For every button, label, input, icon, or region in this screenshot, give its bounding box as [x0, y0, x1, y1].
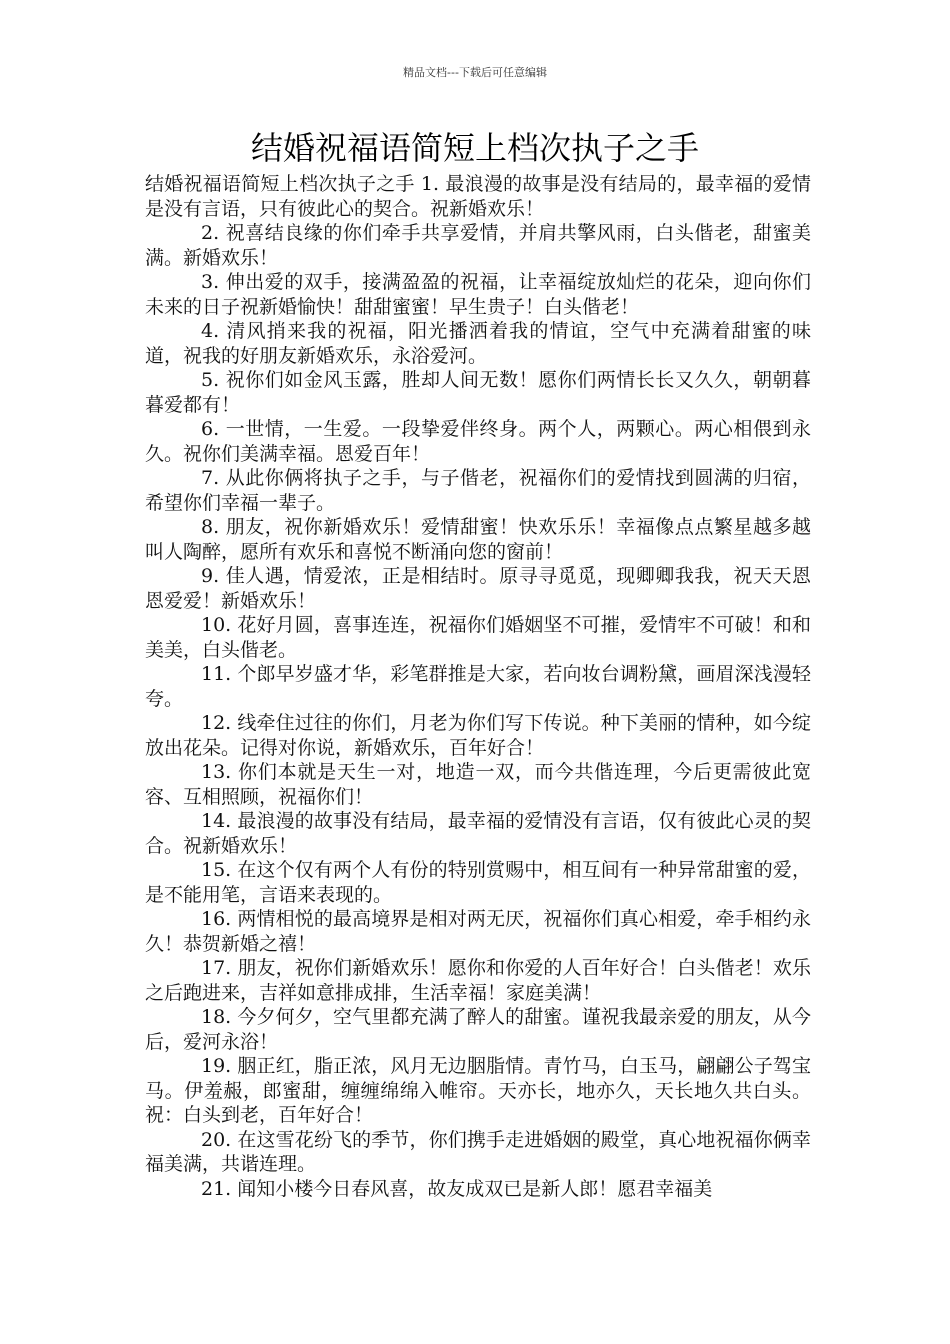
paragraph-11: 11. 个郎早岁盛才华，彩笔群推是大家，若向妆台调粉黛，画眉深浅漫轻夸。: [145, 663, 811, 710]
page-header: 精品文档---下载后可任意编辑: [403, 66, 547, 79]
paragraph-3: 3. 伸出爱的双手，接满盈盈的祝福，让幸福绽放灿烂的花朵，迎向你们未来的日子祝新婚愉快！甜甜蜜蜜！早生贵子！白头偕老！: [145, 271, 811, 318]
paragraph-5: 5. 祝你们如金风玉露，胜却人间无数！愿你们两情长长又久久，朝朝暮暮爱都有！: [145, 369, 811, 416]
paragraph-16: 16. 两情相悦的最高境界是相对两无厌，祝福你们真心相爱，牵手相约永久！恭贺新婚之禧！: [145, 908, 811, 955]
paragraph-21: 21. 闻知小楼今日春风喜，故友成双已是新人郎！愿君幸福美: [201, 1177, 713, 1200]
paragraph-17: 17. 朋友，祝你们新婚欢乐！愿你和你爱的人百年好合！白头偕老！欢乐之后跑进来，吉祥如意排成排，生活幸福！家庭美满！: [145, 957, 811, 1004]
paragraph-20: 20. 在这雪花纷飞的季节，你们携手走进婚姻的殿堂，真心地祝福你俩幸福美满，共谐连理。: [145, 1128, 811, 1175]
paragraph-1: 结婚祝福语简短上档次执子之手 1. 最浪漫的故事是没有结局的，最幸福的爱情是没有言语，只有彼此心的契合。祝新婚欢乐！: [145, 173, 811, 220]
paragraph-7: 7. 从此你俩将执子之手，与子偕老，祝福你们的爱情找到圆满的归宿，希望你们幸福一辈子。: [145, 467, 811, 514]
paragraph-2: 2. 祝喜结良缘的你们牵手共享爱情，并肩共擎风雨，白头偕老，甜蜜美满。新婚欢乐！: [145, 222, 811, 269]
paragraph-4: 4. 清风捎来我的祝福，阳光播洒着我的情谊，空气中充满着甜蜜的味道，祝我的好朋友新婚欢乐，永浴爱河。: [145, 320, 811, 367]
paragraph-6: 6. 一世情，一生爱。一段挚爱伴终身。两个人，两颗心。两心相偎到永久。祝你们美满幸福。恩爱百年！: [145, 418, 811, 465]
paragraph-13: 13. 你们本就是天生一对，地造一双，而今共偕连理，今后更需彼此宽容、互相照顾，祝福你们！: [145, 761, 811, 808]
document-body: [145, 172, 811, 1201]
paragraph-10: 10. 花好月圆，喜事连连，祝福你们婚姻坚不可摧，爱情牢不可破！和和美美，白头偕老。: [145, 614, 811, 661]
paragraph-19: 19. 胭正红，脂正浓，风月无边胭脂情。青竹马，白玉马，翩翩公子驾宝马。伊羞赧，郎蜜甜，缠缠绵绵入帷帘。天亦长，地亦久，天长地久共白头。祝：白头到老，百年好合！: [145, 1055, 811, 1126]
document-title: 结婚祝福语简短上档次执子之手: [250, 129, 699, 167]
paragraph-14: 14. 最浪漫的故事没有结局，最幸福的爱情没有言语，仅有彼此心灵的契合。祝新婚欢乐！: [145, 810, 811, 857]
paragraph-18: 18. 今夕何夕，空气里都充满了醉人的甜蜜。谨祝我最亲爱的朋友，从今后，爱河永浴！: [145, 1006, 811, 1053]
paragraph-12: 12. 线牵住过往的你们，月老为你们写下传说。种下美丽的情种，如今绽放出花朵。记得对你说，新婚欢乐，百年好合！: [145, 712, 811, 759]
paragraph-8: 8. 朋友，祝你新婚欢乐！爱情甜蜜！快欢乐乐！幸福像点点繁星越多越叫人陶醉，愿所有欢乐和喜悦不断涌向您的窗前！: [145, 516, 811, 563]
paragraph-15: 15. 在这个仅有两个人有份的特别赏赐中，相互间有一种异常甜蜜的爱，是不能用笔，言语来表现的。: [145, 859, 811, 906]
paragraph-9: 9. 佳人遇，情爱浓，正是相结时。原寻寻觅觅，现卿卿我我，祝天天恩恩爱爱！新婚欢乐！: [145, 565, 811, 612]
